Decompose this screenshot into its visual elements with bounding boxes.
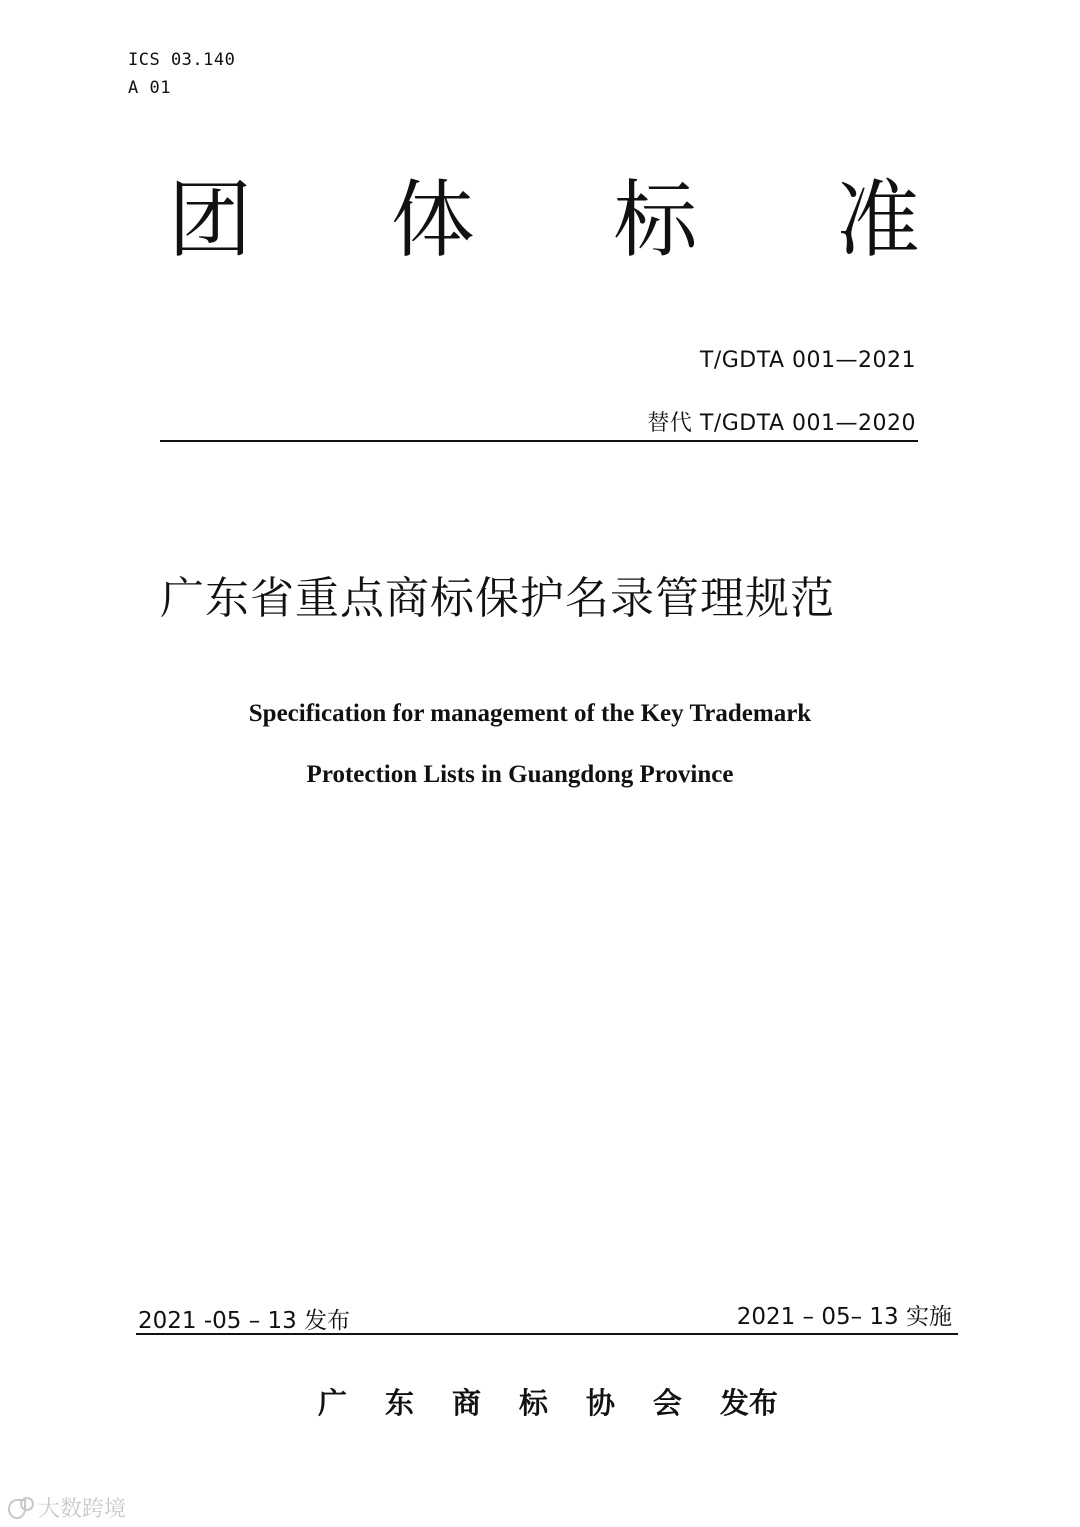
top-divider (160, 440, 918, 442)
ccs-code: A 01 (128, 78, 171, 98)
replaces-standard: 替代 T/GDTA 001—2020 (647, 411, 916, 436)
standard-type-char: 准 (835, 171, 920, 269)
ics-code: ICS 03.140 (128, 50, 236, 70)
publisher-char: 协 (585, 1386, 615, 1420)
watermark-logo-icon (8, 1497, 34, 1519)
chinese-title: 广东省重点商标保护名录管理规范 (160, 573, 835, 624)
standard-type-char: 标 (613, 171, 698, 269)
watermark-text: 大数跨境 (38, 1497, 127, 1522)
publisher-char: 会 (652, 1386, 682, 1420)
implementation-date: 2021 – 05– 13 实施 (736, 1304, 952, 1330)
publisher-char: 标 (518, 1386, 548, 1420)
issue-date: 2021 -05 – 13 发布 (138, 1308, 351, 1334)
standard-type-title (168, 171, 920, 269)
standard-type-char: 团 (168, 171, 253, 269)
english-title-line-2: Protection Lists in Guangdong Province (306, 761, 734, 788)
publisher-char: 广 (318, 1386, 348, 1420)
bottom-divider (136, 1333, 958, 1335)
standard-number: T/GDTA 001—2021 (699, 348, 916, 373)
publisher-suffix: 发布 (719, 1386, 778, 1420)
publisher (318, 1386, 778, 1420)
english-title-line-1: Specification for management of the Key Trademark (248, 700, 812, 727)
standard-type-char: 体 (390, 171, 475, 269)
publisher-char: 商 (451, 1386, 481, 1420)
publisher-char: 东 (384, 1386, 414, 1420)
watermark (8, 1492, 126, 1523)
